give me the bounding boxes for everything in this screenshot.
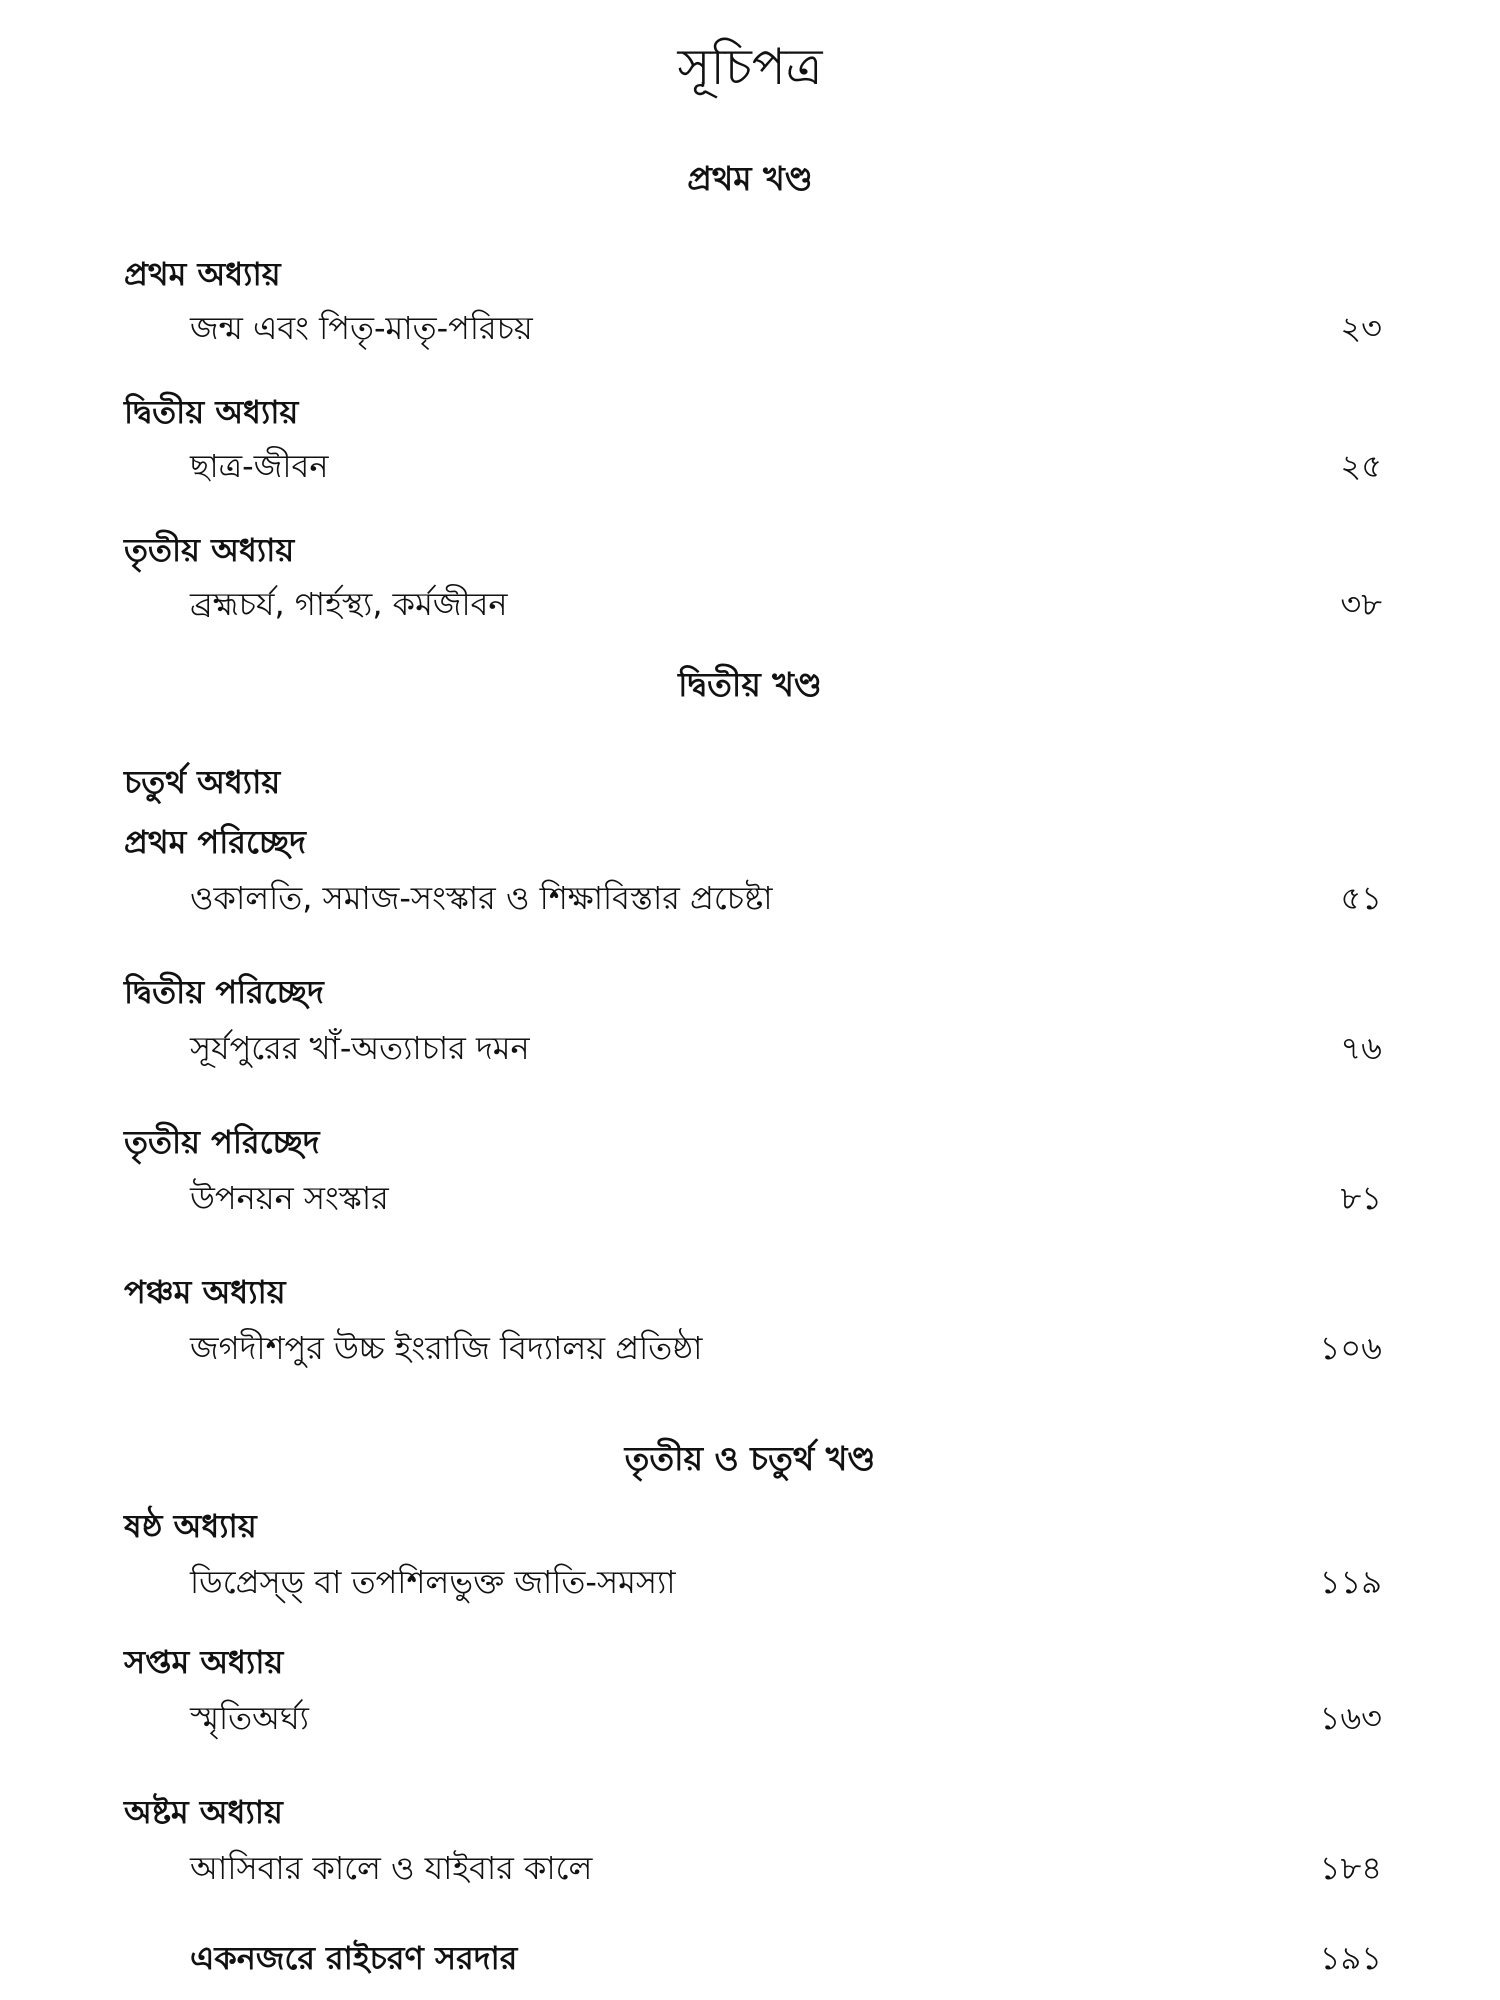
toc-page-number: ১১৯ [1319,1563,1382,1601]
final-toc-page-number: ১৯১ [1319,1939,1382,1977]
toc-page-number: ৫১ [1340,879,1382,917]
chapter-heading: ষষ্ঠ অধ্যায় [124,1507,257,1545]
page-title: সূচিপত্র [677,38,823,96]
toc-entry-title: সূর্যপুরের খাঁ-অত্যাচার দমন [190,1029,530,1067]
toc-entry-title: উপনয়ন সংস্কার [190,1179,389,1217]
toc-page-number: ৩৮ [1340,585,1382,623]
toc-entry-title: ছাত্র-জীবন [190,447,329,485]
section-heading: দ্বিতীয় পরিচ্ছেদ [124,973,324,1011]
toc-entry-title: ব্রহ্মচর্য, গার্হস্থ্য, কর্মজীবন [190,585,508,623]
toc-entry-title: আসিবার কালে ও যাইবার কালে [190,1849,593,1887]
chapter-heading: অষ্টম অধ্যায় [124,1793,283,1831]
toc-entry-title: জগদীশপুর উচ্চ ইংরাজি বিদ্যালয় প্রতিষ্ঠা [190,1329,703,1367]
toc-page-number: ৮১ [1340,1179,1382,1217]
toc-entry-title: স্মৃতিঅর্ঘ্য [190,1699,309,1737]
part-heading: প্রথম খণ্ড [687,159,813,198]
part-heading: তৃতীয় ও চতুর্থ খণ্ড [624,1439,876,1478]
chapter-heading: সপ্তম অধ্যায় [124,1643,284,1681]
part-heading: দ্বিতীয় খণ্ড [678,665,822,704]
section-heading: প্রথম পরিচ্ছেদ [124,823,306,861]
toc-page-number: ২৫ [1340,447,1382,485]
toc-page-number: ১৮৪ [1319,1849,1382,1887]
toc-page-number: ৭৬ [1340,1029,1382,1067]
chapter-heading: দ্বিতীয় অধ্যায় [124,393,299,431]
toc-entry-title: জন্ম এবং পিতৃ-মাতৃ-পরিচয় [190,309,533,347]
section-heading: তৃতীয় পরিচ্ছেদ [124,1123,320,1161]
toc-page-number: ১০৬ [1319,1329,1382,1367]
chapter-heading: পঞ্চম অধ্যায় [124,1273,286,1311]
toc-page-number: ১৬৩ [1319,1699,1382,1737]
toc-entry-title: ওকালতি, সমাজ-সংস্কার ও শিক্ষাবিস্তার প্রচেষ্টা [190,879,773,917]
chapter-heading: প্রথম অধ্যায় [124,255,281,293]
final-toc-entry-title: একনজরে রাইচরণ সরদার [190,1939,518,1977]
toc-page-number: ২৩ [1340,309,1382,347]
toc-entry-title: ডিপ্রেস্‌ড্‌ বা তপশিলভুক্ত জাতি-সমস্যা [190,1563,676,1601]
chapter-heading: চতুর্থ অধ্যায় [124,763,281,801]
chapter-heading: তৃতীয় অধ্যায় [124,531,295,569]
